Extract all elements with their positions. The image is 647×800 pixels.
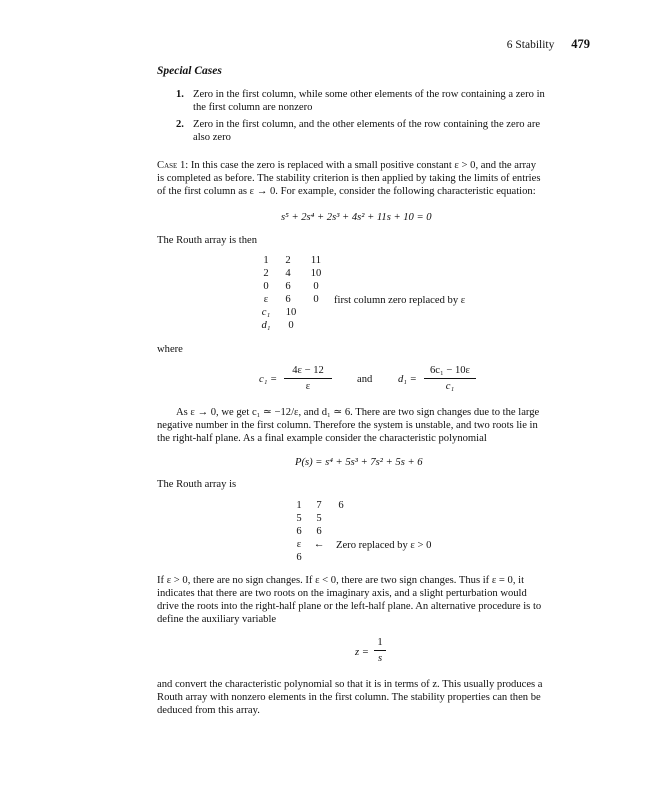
array1-cell: 6: [285, 294, 291, 305]
para3-line2: indicates that there are two roots on the imaginary axis, and a slight perturbation would: [157, 588, 527, 599]
array1-cell: 0: [263, 281, 269, 292]
array1-cell: 0: [313, 294, 319, 305]
list-item-1-continued: the first column are nonzero: [193, 102, 313, 113]
list-item-1: [176, 88, 545, 101]
where-label: where: [157, 344, 183, 355]
left-arrow-icon: ←: [313, 539, 325, 550]
array1-cell: 10: [285, 307, 297, 318]
and-label: and: [357, 374, 373, 385]
array1-cell: 6: [285, 281, 291, 292]
array1-cell: c₁: [261, 307, 271, 318]
fraction-bar: [284, 378, 332, 379]
list-item-2: [176, 118, 541, 131]
array1-cell: 2: [285, 255, 291, 266]
list-item-2-continued: also zero: [193, 132, 231, 143]
z-fraction: [374, 637, 386, 664]
d1-fraction: [424, 365, 476, 392]
case1-line2: is completed as before. The stability criterion is then applied by taking the limits of entries: [157, 173, 541, 184]
routh-intro-1: The Routh array is then: [157, 235, 258, 246]
array2-cell: 5: [316, 513, 322, 524]
para4-line3: deduced from this array.: [157, 705, 260, 716]
c1-denominator: ε: [305, 381, 311, 392]
chapter-title: 6 Stability: [506, 39, 555, 51]
array1-cell: 1: [263, 255, 269, 266]
case1-text: In this case the zero is replaced with a small positive constant ε > 0, and the array: [190, 160, 537, 171]
fraction-bar: [374, 650, 386, 651]
para2-line2: negative number in the first column. Therefore the system is unstable, and two roots lie in: [157, 420, 538, 431]
z-lhs: z =: [355, 647, 369, 658]
para3-line3: drive the roots into the right-half plane or the left-half plane. An alternative procedure is to: [157, 601, 542, 612]
array2-cell: 6: [296, 552, 302, 563]
array2-cell: 6: [338, 500, 344, 511]
case1-line1: [157, 159, 591, 172]
array1-cell: 2: [263, 268, 269, 279]
array2-cell: 7: [316, 500, 322, 511]
d1-numerator: 6c₁ − 10ε: [429, 365, 470, 376]
characteristic-polynomial: P(s) = s⁴ + 5s³ + 7s² + 5s + 6: [295, 457, 423, 468]
array1-cell: 4: [285, 268, 291, 279]
z-numerator: 1: [377, 637, 383, 648]
c1-lhs: c₁ =: [259, 374, 278, 385]
list-item-number: 1.: [176, 89, 184, 100]
page-number: 479: [571, 37, 590, 51]
list-item-number: 2.: [176, 119, 184, 130]
array1-cell: 0: [313, 281, 319, 292]
array1-cell: d₁: [261, 320, 271, 331]
c1-numerator: 4ε − 12: [292, 365, 324, 376]
array1-cell: 0: [288, 320, 294, 331]
array1-cell: 10: [310, 268, 322, 279]
array2-cell: 5: [296, 513, 302, 524]
list-item-text: Zero in the first column, while some other elements of the row containing a zero in: [193, 89, 545, 100]
array1-cell: ε: [263, 294, 269, 305]
z-denominator: s: [377, 653, 383, 664]
array1-annotation: first column zero replaced by ε: [334, 295, 466, 306]
array2-cell: ε: [296, 539, 302, 550]
characteristic-equation-1: s⁵ + 2s⁴ + 2s³ + 4s² + 11s + 10 = 0: [281, 212, 432, 223]
para4-line2: Routh array with nonzero elements in the first column. The stability properties can then be: [157, 692, 541, 703]
list-item-text: Zero in the first column, and the other elements of the row containing the zero are: [193, 119, 541, 130]
array2-cell: 6: [316, 526, 322, 537]
array2-annotation: Zero replaced by ε > 0: [336, 540, 432, 551]
array2-cell: 1: [296, 500, 302, 511]
para2-line1: As ε → 0, we get c₁ ≃ −12/ε, and d₁ ≃ 6. There are two sign changes due to the large: [176, 407, 540, 418]
section-heading: Special Cases: [157, 65, 222, 77]
running-header: [507, 37, 590, 52]
array2-cell: 6: [296, 526, 302, 537]
d1-lhs: d₁ =: [398, 374, 417, 385]
case-label: Case 1:: [157, 160, 189, 171]
array1-cell: 11: [310, 255, 322, 266]
routh-intro-2: The Routh array is: [157, 479, 237, 490]
para4-line1: and convert the characteristic polynomial so that it is in terms of z. This usually produces a: [157, 679, 543, 690]
case1-line3: of the first column as ε → 0. For example, consider the following characteristic equation:: [157, 186, 536, 197]
para3-line4: define the auxiliary variable: [157, 614, 277, 625]
para3-line1: If ε > 0, there are no sign changes. If ε < 0, there are two sign changes. Thus if ε = 0, it: [157, 575, 525, 586]
c1-fraction: [284, 365, 332, 392]
para2-line3: the right-half plane. As a final example consider the characteristic polynomial: [157, 433, 487, 444]
d1-denominator: c₁: [445, 381, 455, 392]
fraction-bar: [424, 378, 476, 379]
